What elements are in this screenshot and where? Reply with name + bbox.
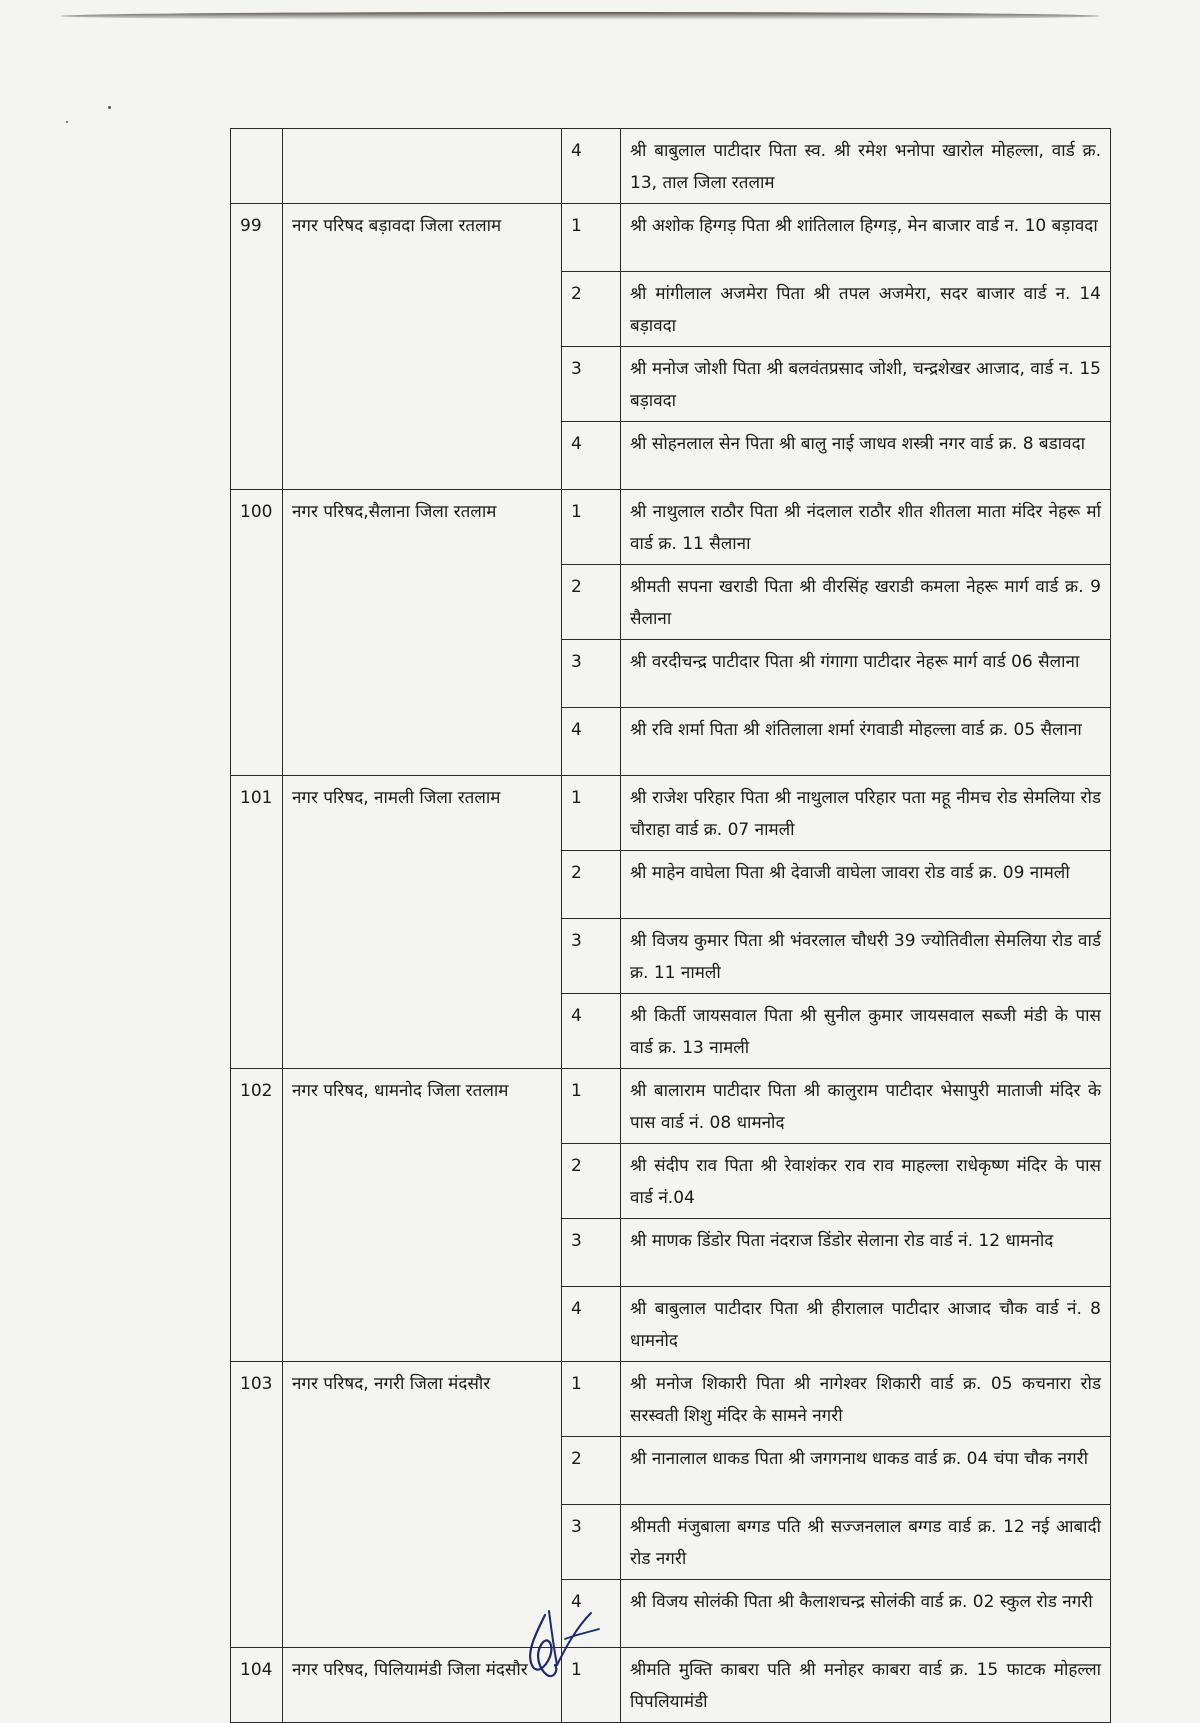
nominee-index-cell: 2	[562, 565, 621, 640]
nominee-index-cell: 2	[562, 272, 621, 347]
municipal-body-cell: नगर परिषद, नगरी जिला मंदसौर	[283, 1362, 562, 1648]
serial-number-cell: 101	[231, 776, 283, 1069]
nominee-index-cell: 2	[562, 1144, 621, 1219]
nominee-details-cell: श्री मांगीलाल अजमेरा पिता श्री तपल अजमेरा, सदर बाजार वार्ड न. 14 बड़ावदा	[621, 272, 1111, 347]
nominee-details-cell: श्री माहेन वाघेला पिता श्री देवाजी वाघेला जावरा रोड वार्ड क्र. 09 नामली	[621, 851, 1111, 919]
nominee-details-cell: श्रीमती सपना खराडी पिता श्री वीरसिंह खराडी कमला नेहरू मार्ग वार्ड क्र. 9 सैलाना	[621, 565, 1111, 640]
nominee-details-cell: श्री संदीप राव पिता श्री रेवाशंकर राव राव माहल्ला राधेकृष्ण मंदिर के पास वार्ड नं.04	[621, 1144, 1111, 1219]
nominee-index-cell: 4	[562, 994, 621, 1069]
nominee-index-cell: 3	[562, 1505, 621, 1580]
nominee-index-cell: 3	[562, 1219, 621, 1287]
nominee-index-cell: 4	[562, 1287, 621, 1362]
serial-number-cell: 102	[231, 1069, 283, 1362]
table-row	[231, 1069, 1111, 1144]
table-row	[231, 1362, 1111, 1437]
serial-number-cell	[231, 129, 283, 204]
nominee-details-cell: श्रीमती मंजुबाला बग्गड पति श्री सज्जनलाल बग्गड वार्ड क्र. 12 नई आबादी रोड नगरी	[621, 1505, 1111, 1580]
nominee-details-cell: श्री बाबुलाल पाटीदार पिता स्व. श्री रमेश भनोपा खारोल मोहल्ला, वार्ड क्र. 13, ताल जिला रतलाम	[621, 129, 1111, 204]
nominee-details-cell: श्री विजय सोलंकी पिता श्री कैलाशचन्द्र सोलंकी वार्ड क्र. 02 स्कुल रोड नगरी	[621, 1580, 1111, 1648]
scan-speck	[108, 106, 111, 109]
nominee-index-cell: 1	[562, 1069, 621, 1144]
nominee-table	[230, 128, 1111, 1723]
table-row	[231, 1648, 1111, 1723]
nominee-index-cell: 4	[562, 422, 621, 490]
nominee-index-cell: 3	[562, 919, 621, 994]
nominee-index-cell: 1	[562, 1648, 621, 1723]
nominee-index-cell: 1	[562, 490, 621, 565]
serial-number-cell: 103	[231, 1362, 283, 1648]
nominee-details-cell: श्री नानालाल धाकड पिता श्री जगगनाथ धाकड वार्ड क्र. 04 चंपा चौक नगरी	[621, 1437, 1111, 1505]
page-top-shadow	[60, 12, 1100, 20]
nominee-index-cell: 3	[562, 347, 621, 422]
nominee-details-cell: श्री नाथुलाल राठौर पिता श्री नंदलाल राठौर शीत शीतला माता मंदिर नेहरू र्मा वार्ड क्र. 11 सैलाना	[621, 490, 1111, 565]
nominee-details-cell: श्री किर्ती जायसवाल पिता श्री सुनील कुमार जायसवाल सब्जी मंडी के पास वार्ड क्र. 13 नामली	[621, 994, 1111, 1069]
nominee-details-cell: श्री वरदीचन्द्र पाटीदार पिता श्री गंगागा पाटीदार नेहरू मार्ग वार्ड 06 सैलाना	[621, 640, 1111, 708]
nominee-index-cell: 3	[562, 640, 621, 708]
serial-number-cell: 104	[231, 1648, 283, 1723]
nominee-index-cell: 4	[562, 129, 621, 204]
signature-image	[505, 1605, 605, 1690]
nominee-details-cell: श्री अशोक हिग्गड़ पिता श्री शांतिलाल हिग्गड़, मेन बाजार वार्ड न. 10 बड़ावदा	[621, 204, 1111, 272]
nominee-index-cell: 1	[562, 776, 621, 851]
nominee-details-cell: श्री बाबुलाल पाटीदार पिता श्री हीरालाल पाटीदार आजाद चौक वार्ड नं. 8 धामनोद	[621, 1287, 1111, 1362]
nominee-details-cell: श्री मनोज शिकारी पिता श्री नागेश्वर शिकारी वार्ड क्र. 05 कचनारा रोड सरस्वती शिशु मंदिर के सामने नगरी	[621, 1362, 1111, 1437]
municipal-body-cell: नगर परिषद,सैलाना जिला रतलाम	[283, 490, 562, 776]
nominee-index-cell: 4	[562, 708, 621, 776]
nominee-index-cell: 2	[562, 1437, 621, 1505]
nominee-details-cell: श्री विजय कुमार पिता श्री भंवरलाल चौधरी 39 ज्योतिवीला सेमलिया रोड वार्ड क्र. 11 नामली	[621, 919, 1111, 994]
municipal-body-cell	[283, 129, 562, 204]
table-row	[231, 204, 1111, 272]
table-row	[231, 490, 1111, 565]
municipal-body-cell: नगर परिषद बड़ावदा जिला रतलाम	[283, 204, 562, 490]
municipal-body-cell: नगर परिषद, नामली जिला रतलाम	[283, 776, 562, 1069]
nominee-details-cell: श्री रवि शर्मा पिता श्री शंतिलाला शर्मा रंगवाडी मोहल्ला वार्ड क्र. 05 सैलाना	[621, 708, 1111, 776]
table-row	[231, 776, 1111, 851]
nominee-index-cell: 4	[562, 1580, 621, 1648]
nominee-details-cell: श्री मनोज जोशी पिता श्री बलवंतप्रसाद जोशी, चन्द्रशेखर आजाद, वार्ड न. 15 बड़ावदा	[621, 347, 1111, 422]
municipal-body-cell: नगर परिषद, पिलियामंडी जिला मंदसौर	[283, 1648, 562, 1723]
nominee-details-cell: श्रीमति मुक्ति काबरा पति श्री मनोहर काबरा वार्ड क्र. 15 फाटक मोहल्ला पिपलियामंडी	[621, 1648, 1111, 1723]
table-row	[231, 129, 1111, 204]
scan-speck	[66, 121, 68, 123]
nominee-index-cell: 1	[562, 1362, 621, 1437]
nominee-index-cell: 2	[562, 851, 621, 919]
municipal-body-cell: नगर परिषद, धामनोद जिला रतलाम	[283, 1069, 562, 1362]
serial-number-cell: 100	[231, 490, 283, 776]
nominee-details-cell: श्री माणक डिंडोर पिता नंदराज डिंडोर सेलाना रोड वार्ड नं. 12 धामनोद	[621, 1219, 1111, 1287]
nominee-details-cell: श्री राजेश परिहार पिता श्री नाथुलाल परिहार पता महू नीमच रोड सेमलिया रोड चौराहा वार्ड क्र. 07 नामली	[621, 776, 1111, 851]
nominee-details-cell: श्री सोहनलाल सेन पिता श्री बालु नाई जाधव शस्त्री नगर वार्ड क्र. 8 बडावदा	[621, 422, 1111, 490]
serial-number-cell: 99	[231, 204, 283, 490]
nominee-index-cell: 1	[562, 204, 621, 272]
nominee-table-body	[231, 129, 1111, 1723]
nominee-details-cell: श्री बालाराम पाटीदार पिता श्री कालुराम पाटीदार भेसापुरी माताजी मंदिर के पास वार्ड नं. 08 धामनोद	[621, 1069, 1111, 1144]
